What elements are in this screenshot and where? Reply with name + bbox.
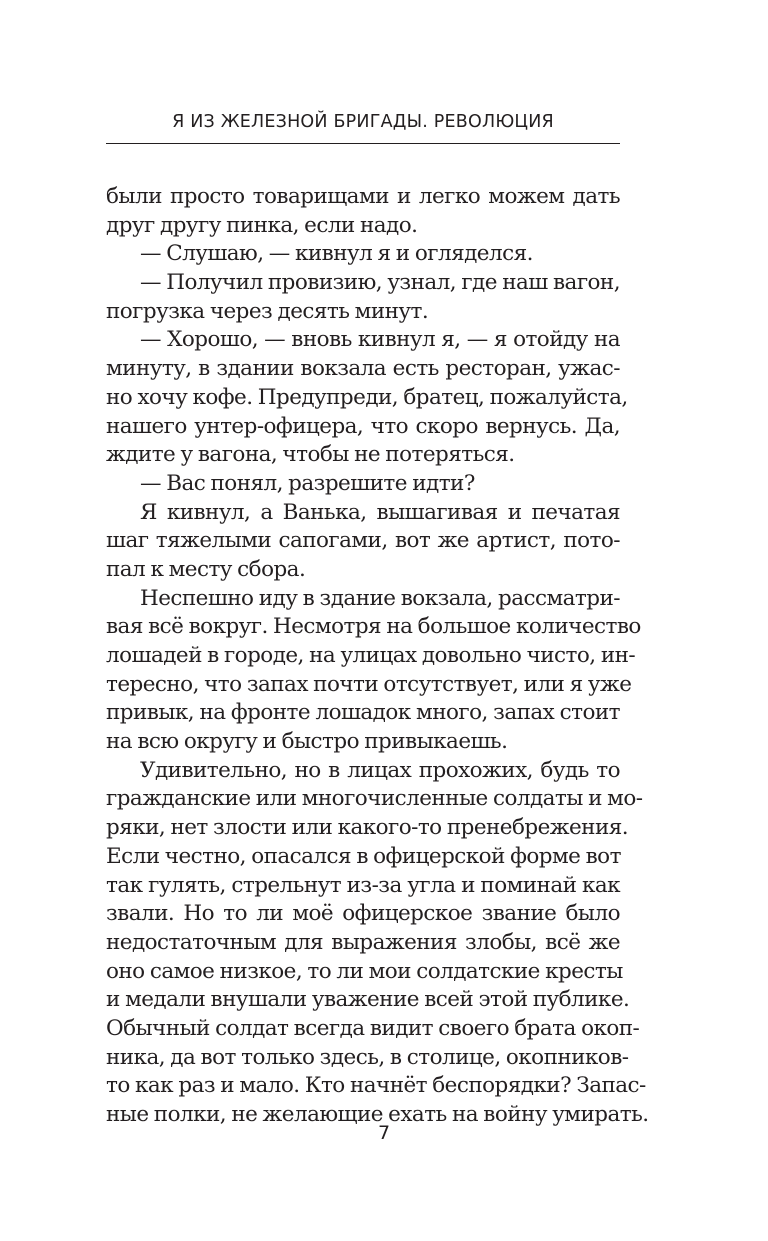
text-line: — Слушаю, — кивнул я и огляделся. bbox=[140, 241, 533, 267]
header-rule bbox=[106, 143, 620, 144]
text-line: нашего унтер-офицера, что скоро вернусь. Да, bbox=[106, 413, 620, 439]
body-text bbox=[106, 183, 649, 1130]
text-line: звали. Но то ли моё офицерское звание было bbox=[106, 901, 620, 927]
text-line: ряки, нет злости или какого-то пренебрежения. bbox=[106, 815, 629, 841]
text-line: лошадей в городе, на улицах довольно чисто, ин- bbox=[106, 643, 636, 668]
text-line: гражданские или многочисленные солдаты и мо- bbox=[106, 786, 643, 812]
text-line: недостаточным для выражения злобы, всё же bbox=[106, 929, 620, 955]
text-line: и медали внушали уважение всей этой публике. bbox=[106, 987, 630, 1013]
text-line: шаг тяжелыми сапогами, вот же артист, пото- bbox=[106, 528, 620, 554]
text-line: но хочу кофе. Предупреди, братец, пожалуйста, bbox=[106, 384, 628, 410]
running-head: Я ИЗ ЖЕЛЕЗНОЙ БРИГАДЫ. РЕВОЛЮЦИЯ bbox=[172, 112, 554, 132]
text-line: Неспешно иду в здание вокзала, рассматри- bbox=[140, 585, 620, 611]
text-line: — Вас понял, разрешите идти? bbox=[140, 470, 475, 496]
text-line: так гулять, стрельнут из-за угла и поминай как bbox=[106, 872, 620, 898]
text-line: вая всё вокруг. Несмотря на большое количество bbox=[106, 614, 641, 640]
text-line: минуту, в здании вокзала есть ресторан, ужас- bbox=[106, 356, 620, 382]
text-line: Если честно, опасался в офицерской форме вот bbox=[106, 843, 621, 869]
text-line: пал к месту сбора. bbox=[106, 556, 306, 582]
text-line: ные полки, не желающие ехать на войну умирать. bbox=[106, 1102, 649, 1127]
text-line: — Хорошо, — вновь кивнул я, — я отойду на bbox=[140, 327, 620, 353]
text-line: оно самое низкое, то ли мои солдатские кресты bbox=[106, 958, 623, 984]
text-line: Удивительно, но в лицах прохожих, будь то bbox=[140, 757, 620, 783]
text-line: погрузка через десять минут. bbox=[106, 298, 429, 324]
text-line: на всю округу и быстро привыкаешь. bbox=[106, 729, 508, 755]
page-number: 7 bbox=[377, 1122, 391, 1144]
text-line: — Получил провизию, узнал, где наш вагон, bbox=[140, 270, 620, 296]
text-line: ника, да вот только здесь, в столице, окопников- bbox=[106, 1044, 629, 1070]
text-line: то как раз и мало. Кто начнёт беспорядки? Запас- bbox=[106, 1073, 646, 1099]
text-line: тересно, что запах почти отсутствует, или я уже bbox=[106, 671, 632, 697]
text-line: Обычный солдат всегда видит своего брата окоп- bbox=[106, 1015, 640, 1041]
text-line: Я кивнул, а Ванька, вышагивая и печатая bbox=[140, 499, 620, 525]
text-line: ждите у вагона, чтобы не потеряться. bbox=[106, 442, 515, 468]
text-line: друг другу пинка, если надо. bbox=[106, 212, 418, 238]
text-line: привык, на фронте лошадок много, запах стоит bbox=[106, 700, 620, 726]
text-line: были просто товарищами и легко можем дать bbox=[106, 184, 620, 209]
